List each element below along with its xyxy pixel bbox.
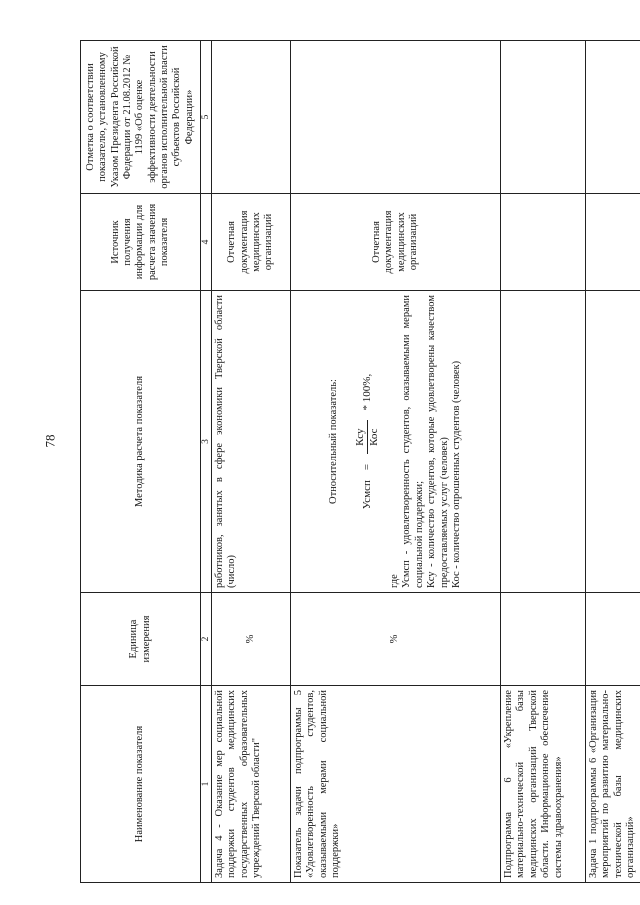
column-number: 2 [201, 593, 212, 686]
formula [354, 295, 381, 588]
indicator5-name-cell: Показатель задачи подпрограммы 5 «Удовлетворенность студентов, оказываемыми мерами социальной поддержки» [291, 686, 501, 883]
table-row [212, 41, 291, 883]
indicator5-compliance-cell [291, 41, 501, 194]
task1-compliance-cell [586, 41, 640, 194]
task1-name-cell: Задача 1 подпрограммы 6 «Организация мероприятий по развитию материально-технической базы медицинских организаций» [586, 686, 640, 883]
column-number: 3 [201, 291, 212, 593]
rotated-table-area [80, 0, 640, 905]
indicators-table [80, 40, 640, 883]
table-row [586, 41, 640, 883]
formula-denominator: Кос [367, 420, 381, 453]
formula-left: Усмсп [361, 480, 374, 510]
table-header-row [81, 41, 201, 883]
task4-method-cell: работников, занятых в сфере экономики Тверской области (число) [212, 291, 291, 593]
table-row [291, 41, 501, 883]
header-indicator-name: Наименование показателя [81, 686, 201, 883]
task1-unit-cell [586, 593, 640, 686]
header-unit: Единица измерения [81, 593, 201, 686]
task1-source-cell [586, 194, 640, 291]
indicator5-unit-cell: % [291, 593, 501, 686]
subprogram6-method-cell [501, 291, 586, 593]
page-number: 78 [42, 434, 57, 448]
definition-1: Усмсп - удовлетворенность студентов, оказываемыми мерами социальной поддержки; [401, 295, 425, 588]
column-number: 1 [201, 686, 212, 883]
header-method: Методика расчета показателя [81, 291, 201, 593]
table-row [501, 41, 586, 883]
task4-source-cell: Отчетная документация медицинских организаций [212, 194, 291, 291]
task4-unit-cell: % [212, 593, 291, 686]
where-label: где [389, 574, 401, 588]
formula-right: * 100%, [361, 373, 374, 411]
definition-3: Кос - количество опрошенных студентов (человек) [450, 360, 462, 588]
header-source: Источник получения информации для расчета значения показателя [81, 194, 201, 291]
indicator5-method-cell [291, 291, 501, 593]
task4-compliance-cell [212, 41, 291, 194]
subprogram6-compliance-cell [501, 41, 586, 194]
header-compliance: Отметка о соответствии показателю, установленному Указом Президента Российской Федерации от 21.08.2012 № 1199 «Об оценке эффективности деятельности органов исполнительной власти субъектов Российской Федерации» [81, 41, 201, 194]
column-number-row [201, 41, 212, 883]
task4-name-cell: Задача 4 - Оказание мер социальной поддержки студентов медицинских государственных образовательных учреждений Тверской области" [212, 686, 291, 883]
task1-method-cell [586, 291, 640, 593]
formula-fraction [354, 420, 381, 453]
indicator5-source-cell: Отчетная документация медицинских организаций [291, 194, 501, 291]
definition-2: Ксу - количество студентов, которые удовлетворены качеством предоставляемых услуг (человек) [426, 295, 450, 588]
method-title: Относительный показатель: [327, 379, 339, 504]
subprogram6-source-cell [501, 194, 586, 291]
subprogram6-unit-cell [501, 593, 586, 686]
formula-numerator: Ксу [354, 428, 367, 446]
column-number: 4 [201, 194, 212, 291]
subprogram6-name-cell: Подпрограмма 6 «Укрепление материально-технической базы медицинских организаций Тверской области. Информационное обеспечение системы здравоохранения» [501, 686, 586, 883]
column-number: 5 [201, 41, 212, 194]
formula-eq: = [361, 463, 374, 471]
